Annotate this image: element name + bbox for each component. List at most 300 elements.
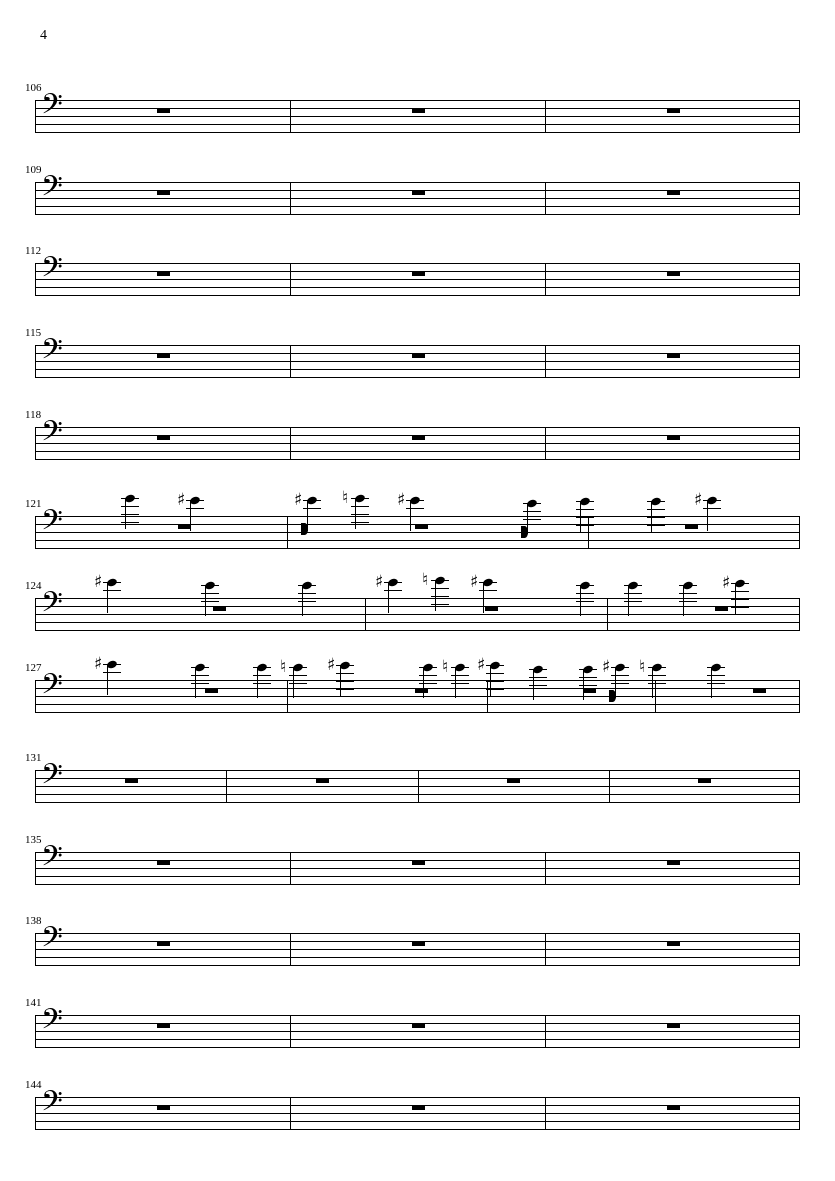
stem [707, 501, 708, 531]
whole-measure-rest [412, 353, 425, 358]
ledger-line [303, 508, 321, 509]
barline [290, 1097, 291, 1130]
bass-clef-icon: 𝄢 [41, 333, 63, 373]
ledger-line [431, 596, 449, 597]
whole-measure-rest [667, 1105, 680, 1110]
stem [455, 668, 456, 698]
whole-measure-rest [412, 860, 425, 865]
ledger-line [611, 675, 629, 676]
whole-measure-rest [157, 108, 170, 113]
stem [293, 668, 294, 698]
ledger-line [576, 517, 594, 518]
barline [290, 345, 291, 378]
barline [287, 680, 288, 713]
note [342, 488, 365, 508]
note [580, 582, 590, 589]
staff-line [35, 263, 800, 264]
whole-measure-rest [698, 778, 711, 783]
ledger-line [336, 689, 354, 690]
ledger-line [103, 672, 121, 673]
barline [290, 1015, 291, 1048]
staff [35, 88, 800, 132]
ledger-line [253, 675, 271, 676]
stem [651, 502, 652, 532]
ledger-line [253, 683, 271, 684]
whole-measure-rest [157, 1105, 170, 1110]
note [470, 572, 493, 592]
staff-line [35, 459, 800, 460]
ledger-line [576, 593, 594, 594]
barline [287, 516, 288, 549]
measure-number: 118 [25, 409, 42, 421]
barline [35, 1015, 36, 1048]
staff-line [35, 443, 800, 444]
sharp-accidental-icon: ♯ [477, 655, 486, 675]
measure-number: 106 [25, 82, 42, 94]
barline [545, 345, 546, 378]
whole-measure-rest [667, 1023, 680, 1028]
barline [35, 516, 36, 549]
barline [545, 263, 546, 296]
barline [545, 933, 546, 966]
barline [545, 427, 546, 460]
staff-line [35, 198, 800, 199]
ledger-line [479, 590, 497, 591]
stem [435, 581, 436, 611]
bass-clef-icon: 𝄢 [41, 921, 63, 961]
natural-accidental-icon: ♮ [280, 657, 287, 677]
stem [533, 670, 534, 700]
note [683, 582, 693, 589]
measure-number: 121 [25, 498, 42, 510]
stem [683, 586, 684, 616]
sharp-accidental-icon: ♯ [602, 657, 611, 677]
whole-measure-rest [157, 271, 170, 276]
staff-line [35, 369, 800, 370]
note [205, 582, 215, 589]
note [423, 664, 433, 671]
bass-clef-icon: 𝄢 [41, 586, 63, 626]
barline [290, 933, 291, 966]
staff-line [35, 680, 800, 681]
barline [290, 100, 291, 133]
staff-line [35, 540, 800, 541]
note [302, 582, 312, 589]
stem [257, 668, 258, 698]
note [125, 495, 135, 502]
note [639, 657, 662, 677]
stem [652, 668, 653, 698]
note [195, 664, 205, 671]
ledger-line [431, 588, 449, 589]
whole-measure-rest [157, 190, 170, 195]
measure-number: 144 [25, 1079, 42, 1091]
ledger-line [289, 683, 307, 684]
bass-clef-icon: 𝄢 [41, 88, 63, 128]
staff-line [35, 1121, 800, 1122]
stem [628, 586, 629, 616]
staff-line [35, 614, 800, 615]
note [651, 498, 661, 505]
measure-number: 124 [25, 580, 42, 592]
whole-measure-rest [667, 860, 680, 865]
whole-measure-rest [412, 190, 425, 195]
ledger-line [611, 683, 629, 684]
note [580, 498, 590, 505]
whole-measure-rest [667, 190, 680, 195]
note [442, 657, 465, 677]
ledger-line [579, 685, 597, 686]
note [602, 657, 625, 677]
ledger-line [121, 506, 139, 507]
ledger-line [303, 516, 321, 517]
staff-line [35, 427, 800, 428]
staff-line [35, 630, 800, 631]
staff-line [35, 868, 800, 869]
sharp-accidental-icon: ♯ [294, 490, 303, 510]
ledger-line [186, 524, 204, 525]
bass-clef-icon: 𝄢 [41, 504, 63, 544]
note [257, 664, 267, 671]
barline [545, 182, 546, 215]
staff [35, 921, 800, 965]
staff [35, 758, 800, 802]
ledger-line [336, 681, 354, 682]
staff-line [35, 1129, 800, 1130]
staff-line [35, 377, 800, 378]
note [477, 655, 500, 675]
stem [355, 499, 356, 529]
ledger-line [351, 506, 369, 507]
staff-line [35, 548, 800, 549]
staff-line [35, 852, 800, 853]
ledger-line [384, 590, 402, 591]
staff [35, 170, 800, 214]
staff-line [35, 1015, 800, 1016]
barline [799, 182, 800, 215]
ledger-line [648, 675, 666, 676]
whole-measure-rest [157, 860, 170, 865]
ledger-line [486, 689, 504, 690]
rest [715, 606, 728, 611]
barline [290, 427, 291, 460]
staff [35, 1085, 800, 1129]
bass-clef-icon: 𝄢 [41, 415, 63, 455]
measure-number: 127 [25, 662, 42, 674]
staff-line [35, 884, 800, 885]
staff-line [35, 1047, 800, 1048]
barline [35, 427, 36, 460]
whole-measure-rest [157, 435, 170, 440]
sharp-accidental-icon: ♯ [694, 490, 703, 510]
barline [799, 933, 800, 966]
ledger-line [576, 525, 594, 526]
note [94, 572, 117, 592]
ledger-line [121, 522, 139, 523]
barline [226, 770, 227, 803]
ledger-line [103, 688, 121, 689]
bass-clef-icon: 𝄢 [41, 170, 63, 210]
ledger-line [624, 601, 642, 602]
staff-line [35, 1039, 800, 1040]
stem [583, 670, 584, 700]
rest [415, 688, 428, 693]
barline [35, 770, 36, 803]
note [280, 657, 303, 677]
eighth-flag [301, 523, 308, 535]
note [583, 666, 593, 673]
stem [190, 501, 191, 531]
barline [35, 345, 36, 378]
page-number: 4 [40, 28, 47, 43]
whole-measure-rest [667, 353, 680, 358]
stem [340, 666, 341, 696]
staff-line [35, 965, 800, 966]
barline [799, 1097, 800, 1130]
staff-line [35, 295, 800, 296]
staff [35, 1003, 800, 1047]
ledger-line [479, 598, 497, 599]
measure-number: 135 [25, 834, 42, 846]
natural-accidental-icon: ♮ [639, 657, 646, 677]
stem [711, 668, 712, 698]
ledger-line [486, 681, 504, 682]
barline [607, 598, 608, 631]
barline [799, 680, 800, 713]
staff-line [35, 532, 800, 533]
measure-number: 112 [25, 245, 42, 257]
staff [35, 654, 800, 712]
staff-line [35, 876, 800, 877]
note [694, 490, 717, 510]
rest [685, 524, 698, 529]
stem [490, 666, 491, 696]
staff-line [35, 949, 800, 950]
barline [35, 100, 36, 133]
ledger-line [406, 524, 424, 525]
stem [125, 499, 126, 529]
staff-line [35, 206, 800, 207]
staff-line [35, 182, 800, 183]
note [711, 664, 721, 671]
ledger-line [679, 593, 697, 594]
measure-number: 115 [25, 327, 42, 339]
ledger-line [703, 508, 721, 509]
barline [487, 680, 488, 713]
whole-measure-rest [667, 435, 680, 440]
ledger-line [103, 680, 121, 681]
whole-measure-rest [157, 941, 170, 946]
staff-line [35, 132, 800, 133]
ledger-line [384, 606, 402, 607]
stem [205, 586, 206, 616]
whole-measure-rest [667, 271, 680, 276]
ledger-line [103, 598, 121, 599]
natural-accidental-icon: ♮ [342, 488, 349, 508]
bass-clef-icon: 𝄢 [41, 668, 63, 708]
sharp-accidental-icon: ♯ [397, 490, 406, 510]
ledger-line [486, 673, 504, 674]
barline [799, 100, 800, 133]
ledger-line [703, 524, 721, 525]
ledger-line [731, 599, 749, 600]
ledger-line [529, 677, 547, 678]
eighth-flag [521, 526, 528, 538]
stem [483, 583, 484, 613]
stem [195, 668, 196, 698]
ledger-line [523, 519, 541, 520]
whole-measure-rest [412, 1023, 425, 1028]
ledger-line [624, 593, 642, 594]
staff-line [35, 1031, 800, 1032]
stem [107, 665, 108, 695]
barline [35, 182, 36, 215]
sharp-accidental-icon: ♯ [722, 573, 731, 593]
ledger-line [186, 516, 204, 517]
staff-line [35, 279, 800, 280]
ledger-line [576, 509, 594, 510]
whole-measure-rest [412, 108, 425, 113]
barline [545, 100, 546, 133]
note [628, 582, 638, 589]
staff-line [35, 1097, 800, 1098]
note [722, 573, 745, 593]
barline [799, 427, 800, 460]
ledger-line [707, 683, 725, 684]
measure-number: 131 [25, 752, 42, 764]
ledger-line [298, 593, 316, 594]
whole-measure-rest [667, 108, 680, 113]
rest [753, 688, 766, 693]
staff-line [35, 696, 800, 697]
barline [655, 680, 656, 713]
barline [35, 680, 36, 713]
ledger-line [103, 606, 121, 607]
staff-line [35, 345, 800, 346]
staff [35, 415, 800, 459]
barline [588, 516, 589, 549]
ledger-line [647, 525, 665, 526]
barline [799, 263, 800, 296]
ledger-line [201, 601, 219, 602]
natural-accidental-icon: ♮ [422, 570, 429, 590]
barline [799, 770, 800, 803]
ledger-line [419, 683, 437, 684]
barline [35, 1097, 36, 1130]
barline [799, 516, 800, 549]
note [177, 490, 200, 510]
note [375, 572, 398, 592]
ledger-line [298, 601, 316, 602]
ledger-line [579, 677, 597, 678]
staff-line [35, 124, 800, 125]
rest [213, 606, 226, 611]
ledger-line [351, 514, 369, 515]
ledger-line [351, 522, 369, 523]
barline [290, 852, 291, 885]
ledger-line [576, 601, 594, 602]
ledger-line [647, 509, 665, 510]
barline [418, 770, 419, 803]
staff-line [35, 598, 800, 599]
barline [609, 770, 610, 803]
whole-measure-rest [157, 1023, 170, 1028]
whole-measure-rest [412, 435, 425, 440]
staff-line [35, 1113, 800, 1114]
staff-line [35, 287, 800, 288]
staff-line [35, 622, 800, 623]
ledger-line [731, 591, 749, 592]
whole-measure-rest [157, 353, 170, 358]
bass-clef-icon: 𝄢 [41, 840, 63, 880]
bass-clef-icon: 𝄢 [41, 1003, 63, 1043]
barline [545, 1097, 546, 1130]
bass-clef-icon: 𝄢 [41, 251, 63, 291]
whole-measure-rest [316, 778, 329, 783]
barline [799, 345, 800, 378]
staff [35, 840, 800, 884]
ledger-line [201, 593, 219, 594]
ledger-line [406, 516, 424, 517]
ledger-line [419, 675, 437, 676]
ledger-line [529, 685, 547, 686]
staff [35, 333, 800, 377]
sharp-accidental-icon: ♯ [375, 572, 384, 592]
ledger-line [406, 508, 424, 509]
staff-line [35, 957, 800, 958]
ledger-line [103, 590, 121, 591]
staff-line [35, 712, 800, 713]
whole-measure-rest [125, 778, 138, 783]
staff-line [35, 451, 800, 452]
sharp-accidental-icon: ♯ [177, 490, 186, 510]
barline [35, 933, 36, 966]
ledger-line [679, 601, 697, 602]
stem [735, 584, 736, 614]
ledger-line [384, 598, 402, 599]
barline [35, 263, 36, 296]
barline [545, 1015, 546, 1048]
stem [580, 586, 581, 616]
stem [302, 586, 303, 616]
note [327, 655, 350, 675]
stem [423, 668, 424, 698]
natural-accidental-icon: ♮ [442, 657, 449, 677]
barline [365, 598, 366, 631]
stem [580, 502, 581, 532]
ledger-line [121, 514, 139, 515]
ledger-line [647, 517, 665, 518]
sharp-accidental-icon: ♯ [94, 572, 103, 592]
note [533, 666, 543, 673]
barline [799, 852, 800, 885]
ledger-line [289, 675, 307, 676]
ledger-line [431, 604, 449, 605]
measure-number: 109 [25, 164, 42, 176]
barline [799, 598, 800, 631]
ledger-line [703, 516, 721, 517]
whole-measure-rest [412, 1105, 425, 1110]
staff-line [35, 100, 800, 101]
ledger-line [523, 511, 541, 512]
whole-measure-rest [412, 271, 425, 276]
bass-clef-icon: 𝄢 [41, 758, 63, 798]
rest [205, 688, 218, 693]
note [294, 490, 317, 510]
measure-number: 141 [25, 997, 42, 1009]
staff-line [35, 606, 800, 607]
ledger-line [731, 607, 749, 608]
